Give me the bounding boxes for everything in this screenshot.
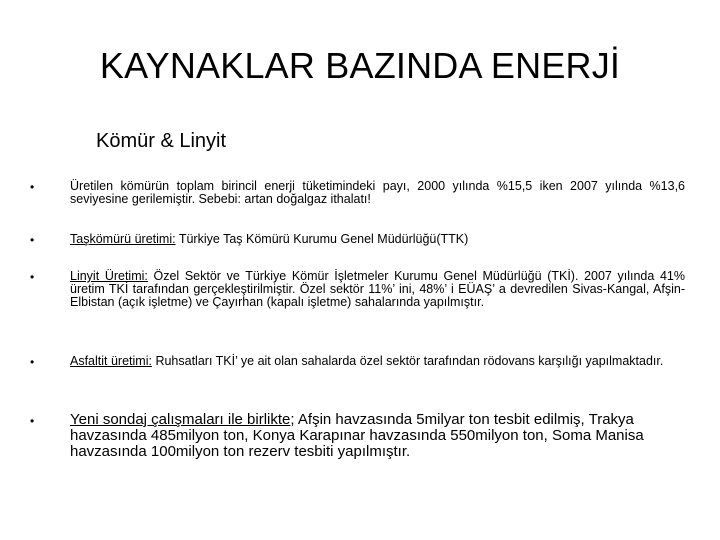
slide-title: KAYNAKLAR BAZINDA ENERJİ [99, 45, 621, 86]
bullet-lead: Linyit Üretimi: [70, 269, 148, 283]
bullet-dot: • [30, 414, 35, 428]
bullet-lead: Taşkömürü üretimi: [70, 232, 176, 246]
bullet-body: Türkiye Taş Kömürü Kurumu Genel Müdürlüğü(TTK) [175, 232, 469, 246]
slide-subtitle: Kömür & Linyit [96, 130, 227, 152]
bullet-text [70, 180, 685, 206]
bullet-body: ; Afşin havzasında 5milyar ton tesbit edilmiş, Trakya havzasında 485milyon ton, Konya Karapınar havzasında 550milyon ton, Soma Manisa havzasında 100milyon ton rezerv tesbiti yapılmıştır. [70, 411, 644, 460]
bullet-lead: Asfaltit üretimi: [70, 354, 152, 368]
bullet-text [70, 270, 685, 309]
bullet-dot: • [30, 180, 35, 194]
bullet-dot: • [30, 355, 35, 369]
bullet-body: Özel Sektör ve Türkiye Kömür İşletmeler Kurumu Genel Müdürlüğü (TKİ). 2007 yılında 41% üretim TKİ tarafından gerçekleştirilmiştir. Özel sektör 11%’ ini, 48%’ i EÜAŞ’ a devredilen Sivas-Kangal, Afşin-Elbistan (açık işletme) ve Çayırhan (kapalı işletme) sahalarında yapılmıştır. [70, 269, 685, 309]
bullet-text [70, 233, 685, 246]
bullet-body: Üretilen kömürün toplam birincil enerji tüketimindeki payı, 2000 yılında %15,5 iken 2007 yılında %13,6 seviyesine gerilemiştir. Sebebi: artan doğalgaz ithalatı! [70, 179, 685, 206]
bullet-text [70, 355, 685, 368]
bullet-dot: • [30, 233, 35, 247]
bullet-body: Ruhsatları TKİ’ ye ait olan sahalarda özel sektör tarafından rödovans karşılığı yapılmaktadır. [151, 354, 664, 368]
bullet-dot: • [30, 270, 35, 284]
bullet-text [70, 412, 685, 460]
bullet-lead: Yeni sondaj çalışmaları ile birlikte [70, 411, 291, 428]
